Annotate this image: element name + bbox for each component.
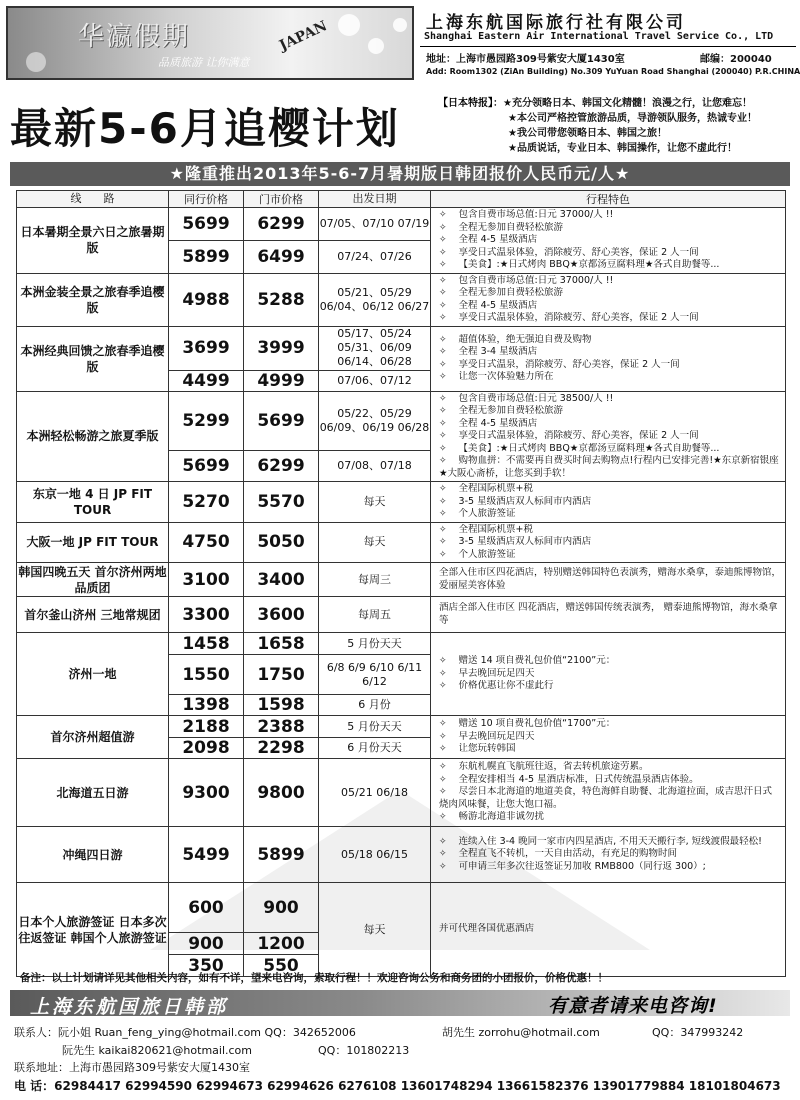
header-features: 行程特色	[431, 191, 786, 208]
route-name: 东京一地 4 日 JP FIT TOUR	[17, 482, 169, 523]
feature-item: ✧ 全程国际机票+税	[439, 524, 781, 537]
trade-price: 4499	[169, 370, 244, 391]
feature-item: ✧ 享受日式温泉，消除疲劳、舒心美容，保证 2 人一间	[439, 359, 781, 372]
feature-item: ✧ 全程无参加自费轻松旅游	[439, 287, 781, 300]
trade-price: 4750	[169, 522, 244, 563]
retail-price: 5570	[244, 482, 319, 523]
feature-item: 酒店全部入住市区 四花酒店，赠送韩国传统表演秀， 赠泰迪熊博物馆，海水桑拿等	[439, 602, 778, 626]
retail-price: 5050	[244, 522, 319, 563]
route-features	[431, 563, 786, 597]
feature-item: ✧ 尽尝日本北海道的地道美食，特色海鲜自助餐、北海道拉面，成吉思汗日式烧肉风味餐，让您大饱口福。	[439, 786, 781, 811]
route-name: 首尔济州超值游	[17, 716, 169, 759]
retail-price: 6499	[244, 240, 319, 273]
departure-date: 07/24、07/26	[319, 240, 431, 273]
feature-item: ✧ 可申请三年多次往返签证另加收 RMB800（同行返 300）;	[439, 861, 781, 874]
promo-banner: ★隆重推出2013年5-6-7月暑期版日韩团报价人民币元/人★	[10, 162, 790, 186]
departure-date: 6 月份	[319, 695, 431, 716]
feature-item: ✧ 全程 4-5 星级酒店	[439, 418, 781, 431]
table-row	[17, 597, 786, 633]
trade-price: 5270	[169, 482, 244, 523]
departure-date: 每周三	[319, 563, 431, 597]
feature-item: ✧ 3-5 星级酒店双人标间市内酒店	[439, 496, 781, 509]
retail-price: 2298	[244, 738, 319, 759]
price-table-grid	[16, 190, 786, 977]
route-features	[431, 482, 786, 523]
header-retail-price: 门市价格	[244, 191, 319, 208]
trade-price: 5299	[169, 391, 244, 450]
departure-date: 6 月份天天	[319, 738, 431, 759]
price-table	[16, 190, 786, 977]
trade-price: 5899	[169, 240, 244, 273]
table-row	[17, 273, 786, 326]
feature-item: ✧ 个人旅游签证	[439, 549, 781, 562]
contact-row-1	[14, 1024, 356, 1040]
company-name-cn: 上海东航国际旅行社有限公司	[426, 13, 686, 33]
feature-item: ✧ 全程直飞不转机，一天自由活动，有充足的购物时间	[439, 848, 781, 861]
trade-price: 1550	[169, 655, 244, 695]
route-name: 韩国四晚五天 首尔济州两地品质团	[18, 564, 167, 595]
feature-item: 全部入住市区四花酒店，特别赠送韩国特色表演秀，赠海水桑拿，泰迪熊博物馆，爱丽屋美容体验	[439, 567, 781, 591]
blossom-icon	[368, 38, 384, 54]
feature-item: ✧ 全程 3-4 星级酒店	[439, 346, 781, 359]
route-features	[431, 759, 786, 827]
route-features	[431, 522, 786, 563]
route-features	[431, 208, 786, 274]
table-row	[17, 326, 786, 370]
feature-item: ✧ 包含自费市场总值:日元 38500/人 !!	[439, 393, 781, 406]
contact-address: 上海市愚园路309号紫安大厦1430室	[69, 1061, 250, 1074]
feature-item: ✧ 【美食】:★日式烤肉 BBQ★京都汤豆腐料理★各式自助餐等...	[439, 443, 781, 456]
route-features	[431, 391, 786, 482]
route-name: 本洲金装全景之旅春季追樱版	[17, 273, 169, 326]
contact-hu-qq: QQ：347993242	[652, 1026, 744, 1039]
feature-item: ✧ 个人旅游签证	[439, 508, 781, 521]
call-to-action: 有意者请来电咨询!	[548, 995, 718, 1017]
route-features	[431, 716, 786, 759]
route-name: 日本暑期全景六日之旅暑期版	[17, 208, 169, 274]
route-features	[431, 883, 786, 977]
header-trade-price: 同行价格	[169, 191, 244, 208]
table-row	[17, 208, 786, 241]
company-address: 地址：上海市愚园路309号紫安大厦1430室	[426, 54, 625, 65]
departure-date: 6/8 6/9 6/10 6/11 6/12	[319, 655, 431, 695]
feature-item: ✧ 连续入住 3-4 晚同一家市内四星酒店, 不用天天搬行李, 短线渡假最轻松!	[439, 836, 781, 849]
company-address-en: Add: Room1302 (ZiAn Building) No.309 YuYuan Road Shanghai (200040) P.R.CHINA	[426, 67, 800, 76]
route-name: 冲绳四日游	[17, 827, 169, 883]
feature-item: ✧ 让您一次体验魅力所在	[439, 371, 781, 384]
table-row	[17, 391, 786, 450]
feature-item: ✧ 享受日式温泉体验，消除疲劳、舒心美容，保证 2 人一间	[439, 312, 781, 325]
route-name: 济州一地	[17, 633, 169, 716]
departure-date: 每周五	[319, 597, 431, 633]
departure-date: 5 月份天天	[319, 716, 431, 738]
contact-label: 联系人：	[14, 1026, 58, 1039]
contact-hu: 胡先生 zorrohu@hotmail.com	[442, 1026, 600, 1039]
retail-price: 6299	[244, 450, 319, 481]
table-row	[17, 716, 786, 738]
blossom-icon	[26, 52, 46, 72]
table-row	[17, 482, 786, 523]
feature-item: ✧ 购物血拼：不需要再自费买时间去购物点!行程内已安排完善!★东京新宿银座★大阪心斋桥，让您买到手软！	[439, 455, 781, 480]
departure-date: 07/05、07/10 07/19	[319, 208, 431, 241]
feature-item: ✧ 【美食】:★日式烤肉 BBQ★京都汤豆腐料理★各式自助餐等...	[439, 259, 781, 272]
route-name: 大阪一地 JP FIT TOUR	[17, 522, 169, 563]
logo-title: 华瀛假期	[78, 22, 191, 52]
route-name: 北海道五日游	[17, 759, 169, 827]
japan-badge: JAPAN	[276, 18, 330, 54]
feature-item: ✧ 让您玩转韩国	[439, 743, 781, 756]
trade-price: 9300	[169, 759, 244, 827]
feature-item: ✧ 畅游北海道非诚勿扰	[439, 811, 781, 824]
feature-item: ✧ 早去晚回玩足四天	[439, 731, 781, 744]
logo-subtitle: 品质旅游 让你满意	[158, 56, 250, 69]
page-title: 最新5-6月追樱计划	[10, 104, 400, 153]
feature-item: ★充分领略日本、韩国文化精髓！浪漫之行，让您难忘！	[503, 98, 752, 109]
departure-date: 每天	[319, 883, 431, 977]
retail-price: 6299	[244, 208, 319, 241]
feature-item: ✧ 全程国际机票+税	[439, 483, 781, 496]
feature-line	[438, 96, 798, 111]
retail-price: 1750	[244, 655, 319, 695]
department-name: 上海东航国旅日韩部	[30, 996, 229, 1018]
feature-item: ✧ 全程 4-5 星级酒店	[439, 234, 781, 247]
feature-item: ✧ 享受日式温泉体验，消除疲劳、舒心美容，保证 2 人一间	[439, 430, 781, 443]
departure-date: 05/17、05/24 05/31、06/09 06/14、06/28	[319, 326, 431, 370]
header	[0, 0, 800, 84]
route-features	[431, 273, 786, 326]
trade-price: 5499	[169, 827, 244, 883]
feature-item: ★本公司严格控管旅游品质，导游领队服务，热诚专业！	[508, 113, 757, 124]
contact-ruan-xiansheng: 阮先生 kaikai820621@hotmail.com	[62, 1044, 253, 1057]
feature-item: ✧ 赠送 10 项自费礼包价值“1700”元：	[439, 718, 781, 731]
departure-date: 05/18 06/15	[319, 827, 431, 883]
divider	[420, 46, 796, 47]
departure-date: 07/06、07/12	[319, 370, 431, 391]
feature-item: ✧ 全程无参加自费轻松旅游	[439, 405, 781, 418]
features-tag: 【日本特报】：	[438, 98, 503, 109]
feature-item: ✧ 赠送 14 项自费礼包价值“2100”元：	[439, 655, 781, 668]
feature-item: ✧ 3-5 星级酒店双人标间市内酒店	[439, 536, 781, 549]
table-row	[17, 563, 786, 597]
retail-price: 1598	[244, 695, 319, 716]
departure-date: 05/21、05/29 06/04、06/12 06/27	[319, 273, 431, 326]
feature-line	[438, 111, 798, 126]
trade-price: 600	[169, 883, 244, 933]
features-list	[438, 96, 798, 156]
table-header-row	[17, 191, 786, 208]
departure-date: 05/21 06/18	[319, 759, 431, 827]
route-features	[431, 633, 786, 716]
feature-line	[438, 126, 798, 141]
feature-item: ✧ 包含自费市场总值:日元 37000/人 !!	[439, 209, 781, 222]
departure-date: 每天	[319, 482, 431, 523]
feature-item: ★品质说话，专业日本、韩国操作，让您不虚此行！	[508, 143, 737, 154]
trade-price: 5699	[169, 450, 244, 481]
retail-price: 3400	[244, 563, 319, 597]
feature-item: ✧ 全程 4-5 星级酒店	[439, 300, 781, 313]
route-features	[431, 827, 786, 883]
retail-price: 5899	[244, 827, 319, 883]
table-row	[17, 883, 786, 933]
trade-price: 900	[169, 933, 244, 955]
trade-price: 2098	[169, 738, 244, 759]
trade-price: 3100	[169, 563, 244, 597]
trade-price: 2188	[169, 716, 244, 738]
company-name-en: Shanghai Eastern Air International Travel Service Co., LTD	[424, 31, 774, 42]
feature-line	[438, 141, 798, 156]
trade-price: 3300	[169, 597, 244, 633]
feature-item: ✧ 东航札幌直飞航班往返，省去转机旅途劳累。	[439, 761, 781, 774]
retail-price: 5288	[244, 273, 319, 326]
retail-price: 3999	[244, 326, 319, 370]
trade-price: 1458	[169, 633, 244, 655]
contact-ruan-xiansheng-qq: QQ：101802213	[318, 1044, 410, 1057]
blossom-icon	[338, 14, 360, 36]
postcode: 邮编：200040	[700, 54, 772, 65]
retail-price: 1200	[244, 933, 319, 955]
trade-price: 350	[169, 955, 244, 977]
retail-price: 1658	[244, 633, 319, 655]
retail-price: 5699	[244, 391, 319, 450]
route-features	[431, 326, 786, 391]
retail-price: 2388	[244, 716, 319, 738]
departure-date: 每天	[319, 522, 431, 563]
contact-address-label: 联系地址：	[14, 1061, 69, 1074]
trade-price: 5699	[169, 208, 244, 241]
departure-date: 05/22、05/29 06/09、06/19 06/28	[319, 391, 431, 450]
departure-date: 07/08、07/18	[319, 450, 431, 481]
feature-item: ✧ 包含自费市场总值:日元 37000/人 !!	[439, 275, 781, 288]
retail-price: 3600	[244, 597, 319, 633]
retail-price: 4999	[244, 370, 319, 391]
header-route: 线 路	[17, 191, 169, 208]
feature-item: ✧ 超值体验，绝无强迫自费及购物	[439, 334, 781, 347]
remark: 备注：以上计划请详见其他相关内容，如有不详，望来电咨询，索取行程！！欢迎咨询公务和商务团的小团报价，价格优惠！！	[20, 972, 608, 984]
departure-date: 5 月份天天	[319, 633, 431, 655]
table-row	[17, 633, 786, 655]
table-row	[17, 522, 786, 563]
route-features	[431, 597, 786, 633]
retail-price: 9800	[244, 759, 319, 827]
contact-address-row	[14, 1059, 250, 1075]
route-name: 首尔釜山济州 三地常规团	[17, 597, 169, 633]
route-name: 本洲轻松畅游之旅夏季版	[17, 391, 169, 482]
feature-item: 并可代理各国优惠酒店	[439, 923, 535, 935]
feature-item: ★我公司带您领略日本、韩国之旅！	[508, 128, 667, 139]
feature-item: ✧ 享受日式温泉体验，消除疲劳、舒心美容，保证 2 人一间	[439, 247, 781, 260]
trade-price: 3699	[169, 326, 244, 370]
phone-numbers: 电 话：62984417 62994590 62994673 62994626 6276108 13601748294 13661582376 13901779884 18101804673	[14, 1079, 781, 1093]
logo-banner	[6, 6, 414, 80]
feature-item: ✧ 早去晚回玩足四天	[439, 668, 781, 681]
table-row	[17, 759, 786, 827]
blossom-icon	[393, 18, 407, 32]
retail-price: 550	[244, 955, 319, 977]
route-name: 本洲经典回馈之旅春季追樱版	[17, 326, 169, 391]
header-departure: 出发日期	[319, 191, 431, 208]
trade-price: 4988	[169, 273, 244, 326]
feature-item: ✧ 全程无参加自费轻松旅游	[439, 222, 781, 235]
trade-price: 1398	[169, 695, 244, 716]
contact-ruan-xiaojie: 阮小姐 Ruan_feng_ying@hotmail.com QQ：342652006	[58, 1026, 356, 1039]
feature-item: ✧ 全程安排相当 4-5 星酒店标准，日式传统温泉酒店体验。	[439, 774, 781, 787]
route-name: 日本个人旅游签证 日本多次往返签证 韩国个人旅游签证	[17, 883, 169, 977]
feature-item: ✧ 价格优惠让你不虚此行	[439, 680, 781, 693]
retail-price: 900	[244, 883, 319, 933]
table-row	[17, 827, 786, 883]
